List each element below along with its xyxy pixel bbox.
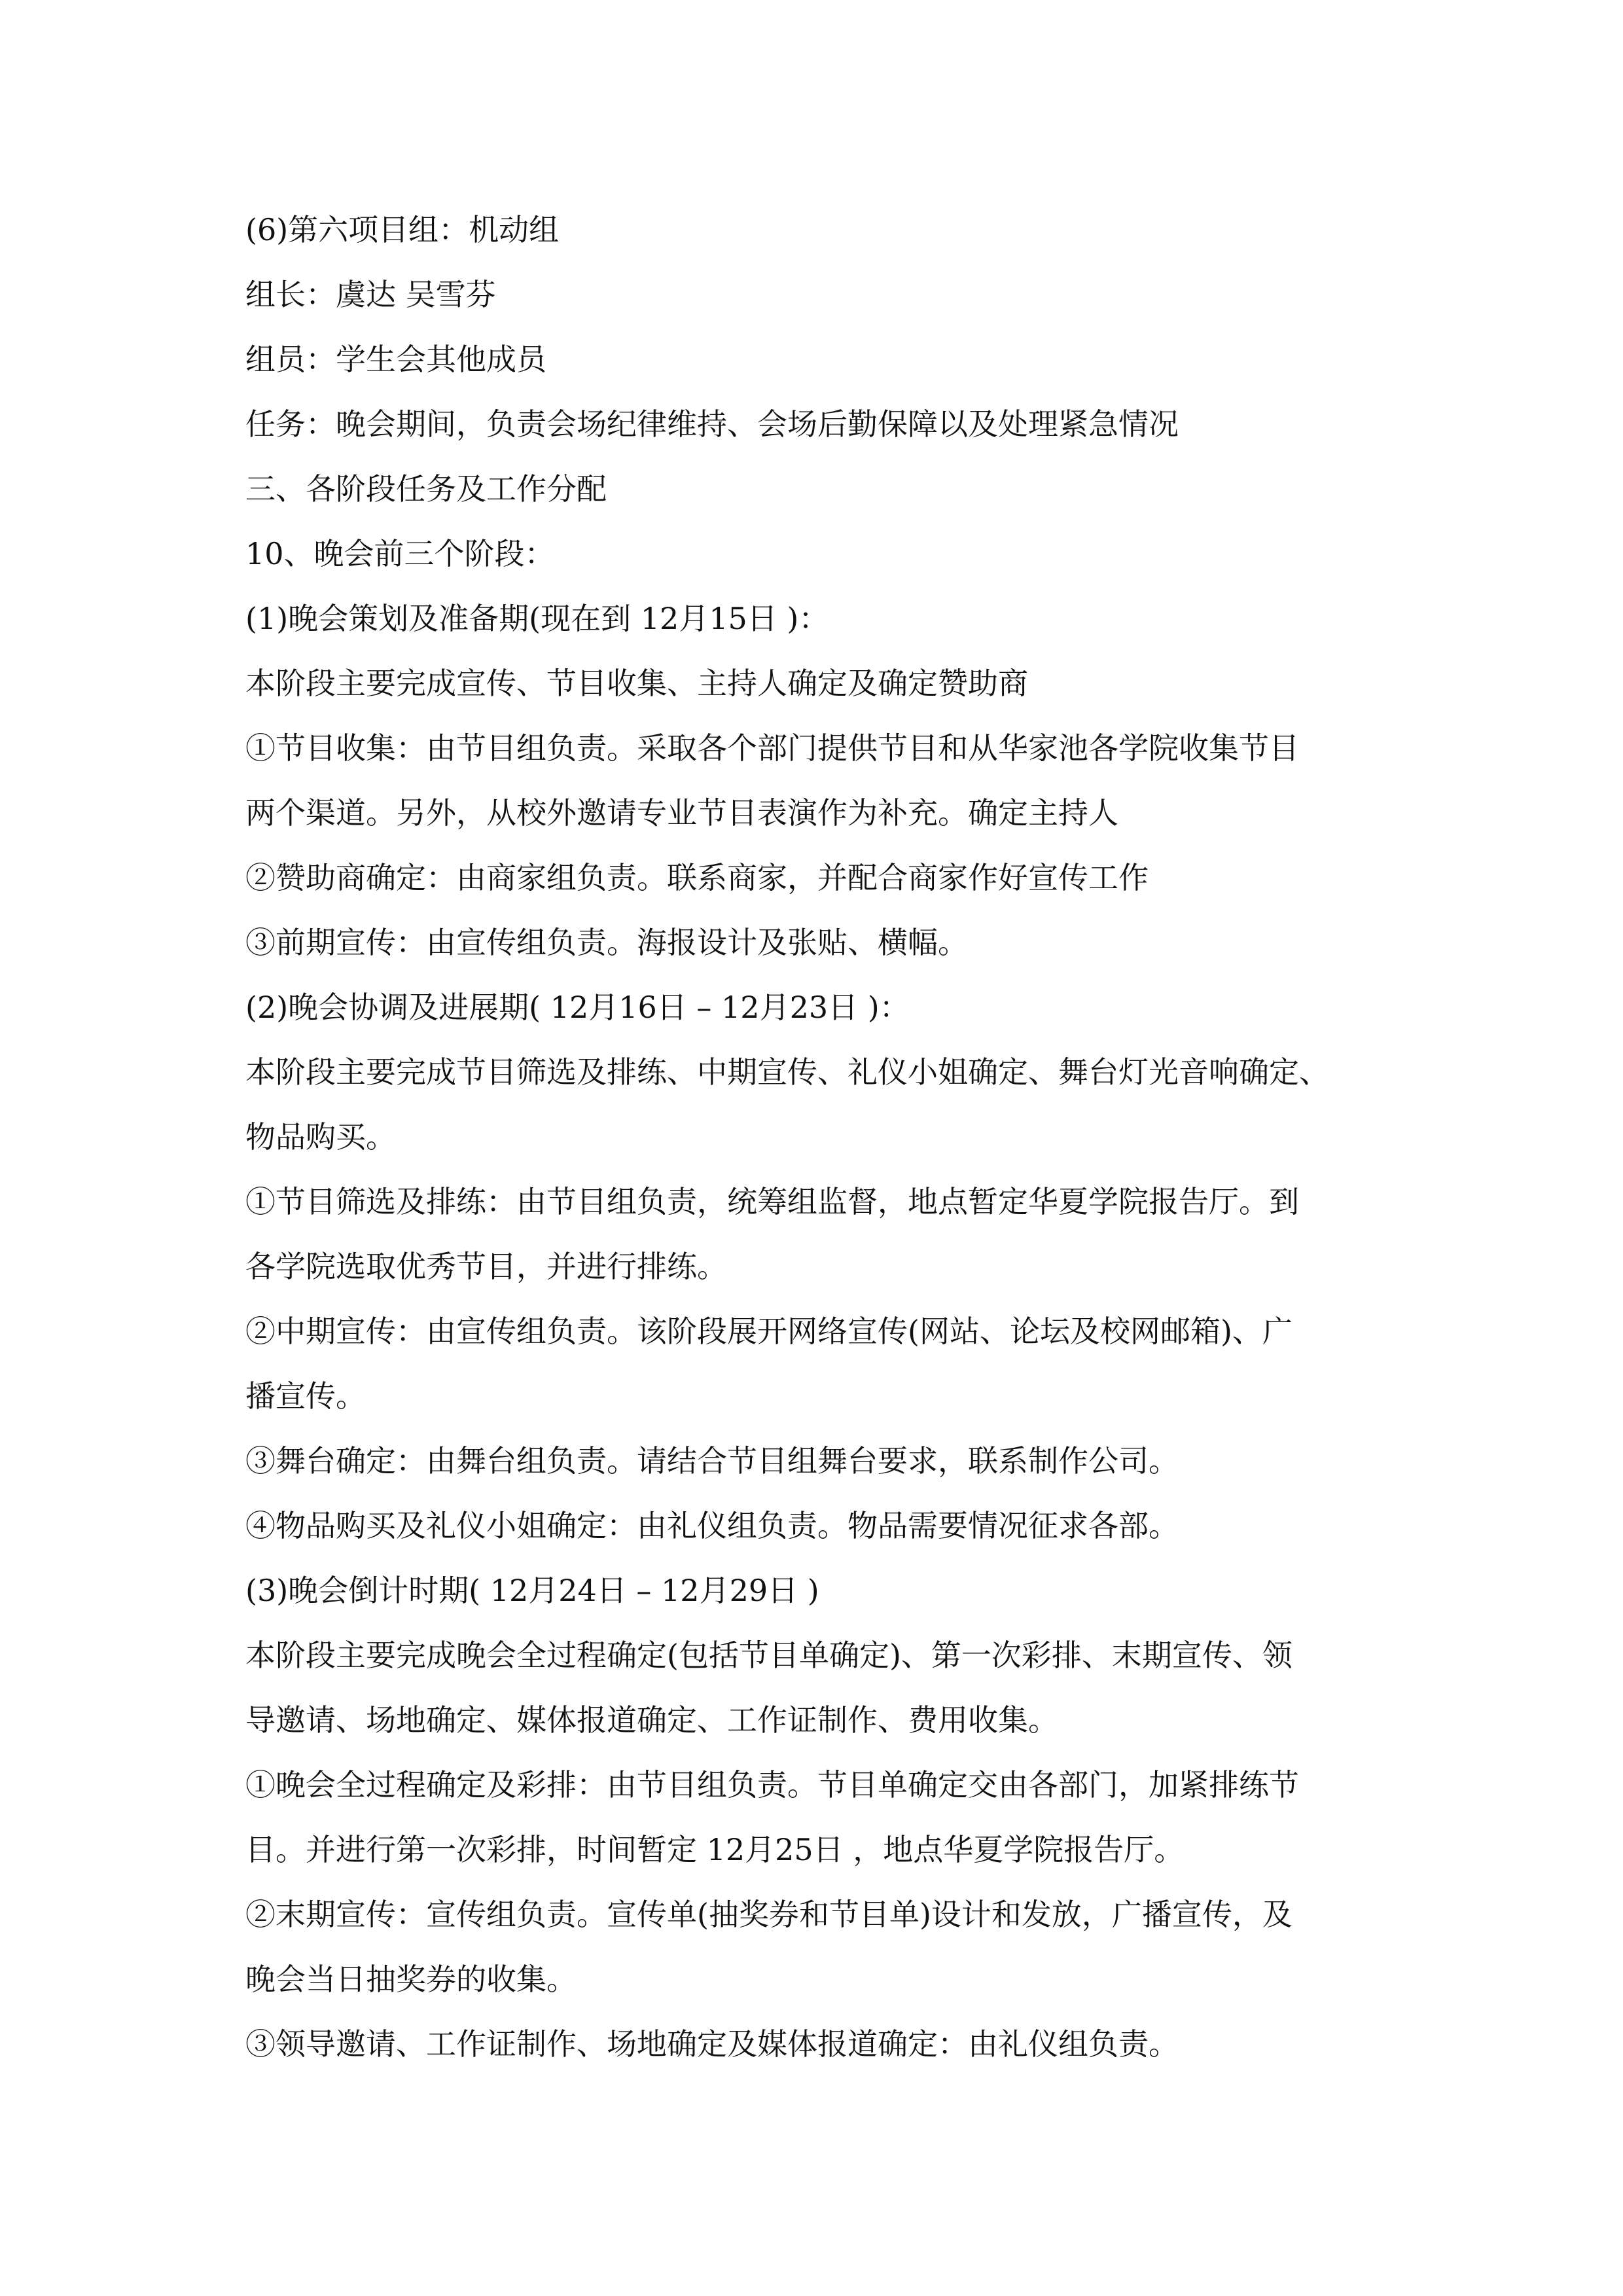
- text-line: 晚会当日抽奖券的收集。: [245, 1962, 577, 1997]
- text-line: (6)第六项目组：机动组: [245, 212, 560, 247]
- text-line: 两个渠道。另外，从校外邀请专业节目表演作为补充。确定主持人: [245, 795, 1118, 831]
- text-line: ③前期宣传：由宣传组负责。海报设计及张贴、横幅。: [245, 925, 968, 960]
- text-line: ④物品购买及礼仪小姐确定：由礼仪组负责。物品需要情况征求各部。: [245, 1508, 1179, 1543]
- text-line: 播宣传。: [245, 1378, 366, 1414]
- section-heading: 三、各阶段任务及工作分配: [245, 471, 607, 507]
- phase-heading: (1)晚会策划及准备期(现在到 12月15日 )：: [245, 601, 829, 636]
- text-line: 导邀请、场地确定、媒体报道确定、工作证制作、费用收集。: [245, 1702, 1058, 1738]
- text-line: 本阶段主要完成节目筛选及排练、中期宣传、礼仪小姐确定、舞台灯光音响确定、: [245, 1054, 1329, 1090]
- phase-heading: (2)晚会协调及进展期( 12月16日 – 12月23日 )：: [245, 990, 910, 1025]
- text-line: 本阶段主要完成宣传、节目收集、主持人确定及确定赞助商: [245, 666, 1028, 701]
- text-line: ①节目收集：由节目组负责。采取各个部门提供节目和从华家池各学院收集节目: [245, 730, 1299, 766]
- text-line: 目。并进行第一次彩排，时间暂定 12月25日 ，地点华夏学院报告厅。: [245, 1832, 1185, 1867]
- text-line: ②赞助商确定：由商家组负责。联系商家，并配合商家作好宣传工作: [245, 860, 1149, 895]
- text-line: ③领导邀请、工作证制作、场地确定及媒体报道确定：由礼仪组负责。: [245, 2026, 1179, 2062]
- text-line: ②末期宣传：宣传组负责。宣传单(抽奖券和节目单)设计和发放，广播宣传，及: [245, 1897, 1293, 1932]
- text-line: 物品购买。: [245, 1119, 396, 1155]
- text-line: 组员：学生会其他成员: [245, 342, 546, 377]
- phase-heading: (3)晚会倒计时期( 12月24日 – 12月29日 ): [245, 1573, 819, 1608]
- text-line: 任务：晚会期间，负责会场纪律维持、会场后勤保障以及处理紧急情况: [245, 406, 1179, 442]
- text-line: 各学院选取优秀节目，并进行排练。: [245, 1249, 727, 1284]
- text-line: ③舞台确定：由舞台组负责。请结合节目组舞台要求，联系制作公司。: [245, 1443, 1179, 1479]
- document-body: [245, 209, 1397, 2089]
- text-line: ①节目筛选及排练：由节目组负责，统筹组监督，地点暂定华夏学院报告厅。到: [245, 1184, 1299, 1219]
- text-line: 本阶段主要完成晚会全过程确定(包括节目单确定)、第一次彩排、末期宣传、领: [245, 1638, 1293, 1673]
- text-line: ①晚会全过程确定及彩排：由节目组负责。节目单确定交由各部门，加紧排练节: [245, 1767, 1299, 1803]
- text-line: 组长：虞达 吴雪芬: [245, 277, 496, 312]
- text-line: ②中期宣传：由宣传组负责。该阶段展开网络宣传(网站、论坛及校网邮箱)、广: [245, 1314, 1293, 1349]
- text-line: 10、晚会前三个阶段：: [245, 536, 555, 571]
